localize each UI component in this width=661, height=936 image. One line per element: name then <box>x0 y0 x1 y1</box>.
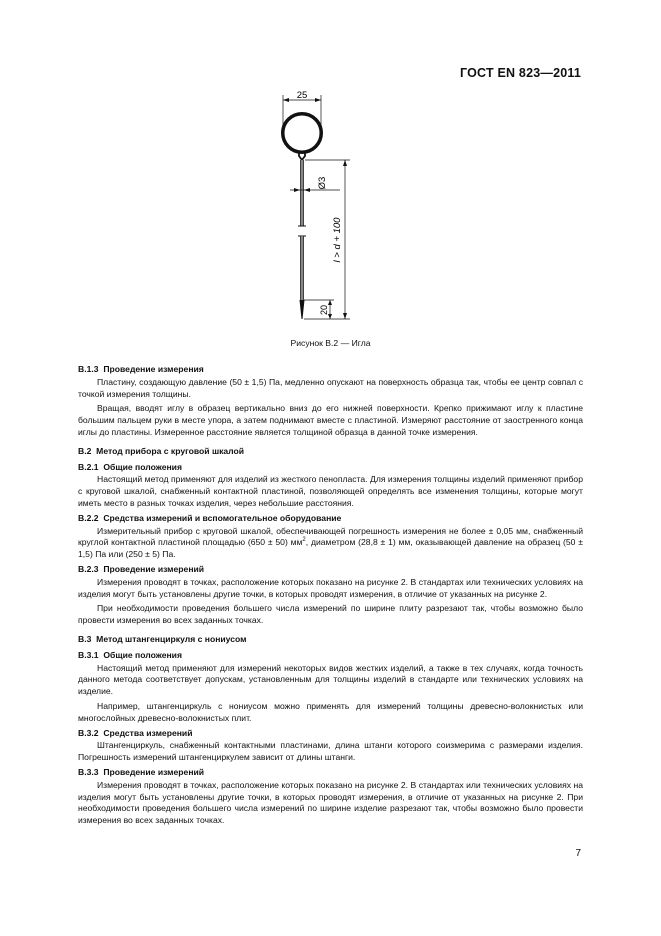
heading-b23: В.2.3 Проведение измерений <box>78 563 205 574</box>
needle-figure <box>0 0 661 340</box>
paragraph: При необходимости проведения большего числа измерений по ширине плиту разрезают так, чтобы возможно было провести измерения во всех заданных точках. <box>78 603 583 626</box>
dim-tip-label: 20 <box>319 304 329 316</box>
heading-b32: В.3.2 Средства измерений <box>78 727 193 738</box>
dim-length-label: l > d + 100 <box>332 217 343 263</box>
paragraph: Например, штангенциркуль с нониусом можно применять для измерений толщины древесно-волокнистых или многослойных древесно-волокнистых плит. <box>78 700 583 723</box>
heading-b31: В.3.1 Общие положения <box>78 649 182 660</box>
paragraph: Настоящий метод применяют для измерений некоторых видов жестких изделий, а также в тех случаях, когда точность данного метода соответствует допускам, установленным для толщины изделий в стандарте или технических условиях на изделие. <box>78 662 583 697</box>
heading-b21: В.2.1 Общие положения <box>78 461 182 472</box>
dim-ring-label: 25 <box>296 90 308 101</box>
figure-caption: Рисунок В.2 — Игла <box>290 338 371 348</box>
document-body <box>78 364 583 830</box>
paragraph: Измерения проводят в точках, расположение которых показано на рисунке 2. В стандартах или технических условиях на изделия могут быть установлены другие точки, в которых проводят измерения, в отличие от указанных на рисунке 2. <box>78 576 583 599</box>
heading-b22: В.2.2 Средства измерений и вспомогательное оборудование <box>78 512 342 523</box>
needle-ring <box>283 114 321 152</box>
paragraph: Настоящий метод применяют для изделий из жесткого пенопласта. Для измерения толщины изделий применяют прибор с круговой шкалой, снабженный контактной пластиной, позволяющей определять все изменения толщины, которые могут иметь место в разных точках изделия, через небольшие расстояния. <box>78 474 583 508</box>
heading-b2: В.2 Метод прибора с круговой шкалой <box>78 445 245 456</box>
heading-b13: В.1.3 Проведение измерения <box>78 364 204 374</box>
needle-tip <box>300 300 304 319</box>
standard-designation: ГОСТ EN 823—2011 <box>460 66 581 80</box>
paragraph: Вращая, вводят иглу в образец вертикально вниз до его нижней поверхности. Крепко прижимают иглу к пластине большим пальцем руки в месте упора, а затем поднимают вместе с пластиной. Измеряют расстояние от заостренного конца иглы до пластины. Измеренное расстояние является толщиной образца в данной точке измерения. <box>78 403 583 437</box>
heading-b33: В.3.3 Проведение измерений <box>78 766 205 777</box>
paragraph: Штангенциркуль, снабженный контактными пластинами, длина штанги которого соизмерима с размерами изделия. Погрешность измерений штангенциркулем зависит от длины штанги. <box>78 740 583 763</box>
heading-b3: В.3 Метод штангенциркуля с нониусом <box>78 633 247 644</box>
paragraph: Пластину, создающую давление (50 ± 1,5) Па, медленно опускают на поверхность образца так, чтобы ее центр совпал с точкой измерения толщины. <box>78 376 583 399</box>
paragraph-b22: Измерительный прибор с круговой шкалой, обеспечивающей погрешность измерения не более ± 0,05 мм, снабженный круглой контактной пластиной площадью (650 ± 50) $мм^2$, диаметром (28,8 ± 1) мм, оказывающей давление на образец (50 ± 1,5) Па или (250 ± 5) Па. <box>78 525 583 560</box>
paragraph: Измерения проводят в точках, расположение которых показано на рисунке 2. В стандартах или технических условиях на изделия могут быть установлены другие точки, в которых проводят измерения, в отличие от указанных на рисунке 2. При необходимости проведения большего числа измерений по ширине изделие разрезают так, чтобы возможно было провести измерения во всех заданных точках. <box>78 779 583 826</box>
page-number: 7 <box>575 848 581 859</box>
dim-diameter-label: Ø3 <box>317 176 328 190</box>
